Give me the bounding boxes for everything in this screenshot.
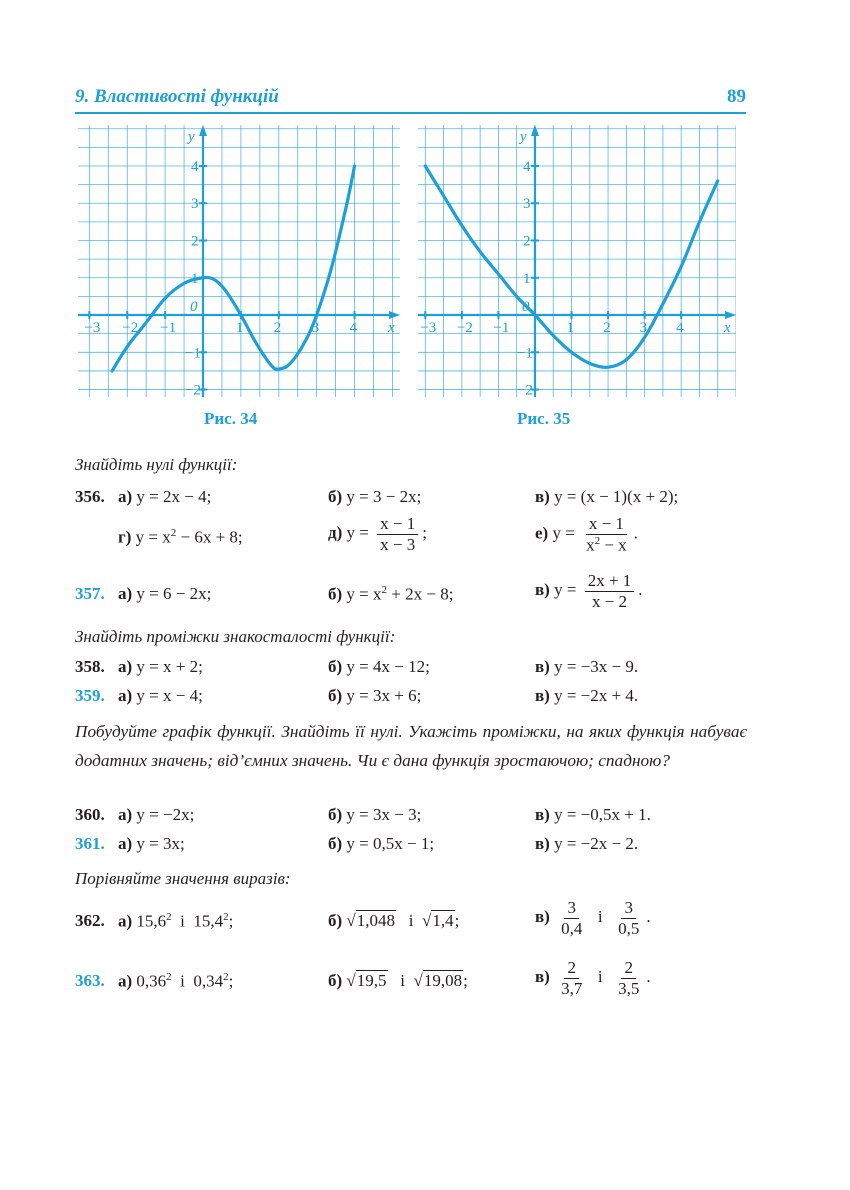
problem-360-a: а) y = −2x; bbox=[118, 805, 195, 824]
y-tick-label: −1 bbox=[516, 345, 533, 362]
problem-357-v: в) y = $\frac{2x + 1}{x - 2}$ . bbox=[535, 571, 643, 611]
y-tick-label: 2 bbox=[191, 233, 199, 250]
x-tick-label: 3 bbox=[639, 320, 648, 337]
figure-34-caption: Рис. 34 bbox=[204, 409, 258, 428]
section-title: 9. Властивості функцій bbox=[75, 86, 279, 107]
instruction-compare: Порівняйте значення виразів: bbox=[75, 869, 291, 888]
x-tick-label: 1 bbox=[566, 320, 575, 337]
instruction-zeros: Знайдіть нулі функції: bbox=[75, 455, 238, 474]
problem-number-358: 358. bbox=[75, 657, 105, 676]
y-axis-label: y bbox=[519, 129, 527, 145]
problem-360-v: в) y = −0,5x + 1. bbox=[535, 805, 651, 824]
problem-363-a: а) 0,36$^2$ і 0,34$^2$; bbox=[118, 971, 234, 991]
x-tick-label: 1 bbox=[235, 320, 244, 337]
problem-356-a: а) y = 2x − 4; bbox=[118, 487, 212, 506]
function-curve bbox=[112, 166, 354, 371]
y-axis-arrow bbox=[199, 125, 207, 136]
y-tick-label: 4 bbox=[191, 158, 199, 175]
problem-363-b: б) √19,5 і √19,08; bbox=[328, 971, 468, 990]
instruction-graph: Побудуйте графік функції. Знайдіть її нулі. Укажіть проміжки, на яких функція набуває додатних значень; від’ємних значень. Чи є дана функція зростаючою; спадною? bbox=[75, 722, 747, 770]
problem-358-b: б) y = 4x − 12; bbox=[328, 657, 430, 676]
page-number: 89 bbox=[727, 86, 746, 107]
problem-356-b: б) y = 3 − 2x; bbox=[328, 487, 422, 506]
x-tick-label: −2 bbox=[122, 320, 139, 337]
problem-number-361: 361. bbox=[75, 834, 105, 853]
x-tick-label: 2 bbox=[273, 320, 282, 337]
x-axis-label: x bbox=[724, 320, 731, 337]
problem-361-v: в) y = −2x − 2. bbox=[535, 834, 639, 853]
problem-362-a: а) 15,6$^2$ і 15,4$^2$; bbox=[118, 911, 234, 931]
x-tick-label: 2 bbox=[603, 320, 611, 337]
problem-359-b: б) y = 3x + 6; bbox=[328, 686, 422, 705]
x-tick-label: −3 bbox=[84, 320, 101, 337]
y-tick-label: −1 bbox=[185, 345, 201, 362]
problem-number-357: 357. bbox=[75, 584, 105, 603]
x-axis-arrow bbox=[725, 311, 736, 319]
problem-363-v: в) $\frac{2}{3,7}$ і $\frac{2}{3,5}$ . bbox=[535, 958, 651, 998]
x-axis-label: x bbox=[388, 320, 395, 337]
problem-number-363: 363. bbox=[75, 971, 105, 990]
problem-361-b: б) y = 0,5x − 1; bbox=[328, 834, 435, 853]
x-tick-label: 4 bbox=[676, 320, 684, 337]
problem-362-v: в) $\frac{3}{0,4}$ і $\frac{3}{0,5}$ . bbox=[535, 898, 651, 938]
problem-359-a: а) y = x − 4; bbox=[118, 686, 203, 705]
problem-356-g: г) $y = x^2 - 6x + 8$; bbox=[118, 527, 243, 547]
y-tick-label: 3 bbox=[191, 196, 199, 213]
y-tick-label: 3 bbox=[522, 196, 531, 213]
y-tick-label: 4 bbox=[522, 158, 531, 175]
problem-356-v: в) y = (x − 1)(x + 2); bbox=[535, 487, 679, 506]
y-axis-arrow bbox=[531, 125, 539, 136]
y-tick-label: 2 bbox=[522, 233, 531, 250]
y-tick-label: 1 bbox=[191, 270, 199, 287]
problem-number-360: 360. bbox=[75, 805, 105, 824]
problem-356-e: е) y = $\frac{x - 1}{x^2 - x}$ . bbox=[535, 514, 638, 555]
problem-number-362: 362. bbox=[75, 911, 105, 930]
figure-35-graph bbox=[418, 125, 736, 397]
x-tick-label: 3 bbox=[311, 320, 320, 337]
problem-358-v: в) y = −3x − 9. bbox=[535, 657, 639, 676]
problem-number-359: 359. bbox=[75, 686, 105, 705]
y-axis-label: y bbox=[188, 129, 195, 145]
problem-362-b: б) √1,048 і √1,4; bbox=[328, 911, 460, 930]
running-header bbox=[75, 86, 746, 114]
grid bbox=[78, 125, 400, 397]
problem-number-356: 356. bbox=[75, 487, 105, 506]
problem-359-v: в) y = −2x + 4. bbox=[535, 686, 639, 705]
x-tick-label: 4 bbox=[349, 320, 358, 337]
problem-357-b: б) $y = x^2 + 2x - 8$; bbox=[328, 584, 454, 604]
y-tick-label: 1 bbox=[522, 270, 531, 287]
problem-356-d: д) y = $\frac{x - 1}{x - 3}$ ; bbox=[328, 514, 427, 554]
y-tick-label: −2 bbox=[516, 382, 533, 397]
figure-34-graph bbox=[78, 125, 400, 397]
problem-360-b: б) y = 3x − 3; bbox=[328, 805, 422, 824]
x-tick-label: −3 bbox=[420, 320, 437, 337]
origin-label: 0 bbox=[190, 299, 198, 316]
x-tick-label: −1 bbox=[493, 320, 510, 337]
origin-label: 0 bbox=[521, 299, 530, 316]
x-tick-label: −1 bbox=[160, 320, 177, 337]
y-tick-label: −2 bbox=[185, 382, 201, 397]
problem-357-a: а) y = 6 − 2x; bbox=[118, 584, 212, 603]
problem-361-a: а) y = 3x; bbox=[118, 834, 185, 853]
x-tick-label: −2 bbox=[456, 320, 473, 337]
instruction-sign-intervals: Знайдіть проміжки знакосталості функції: bbox=[75, 627, 396, 646]
x-axis-arrow bbox=[389, 311, 400, 319]
figure-35-caption: Рис. 35 bbox=[517, 409, 571, 428]
problem-358-a: а) y = x + 2; bbox=[118, 657, 203, 676]
